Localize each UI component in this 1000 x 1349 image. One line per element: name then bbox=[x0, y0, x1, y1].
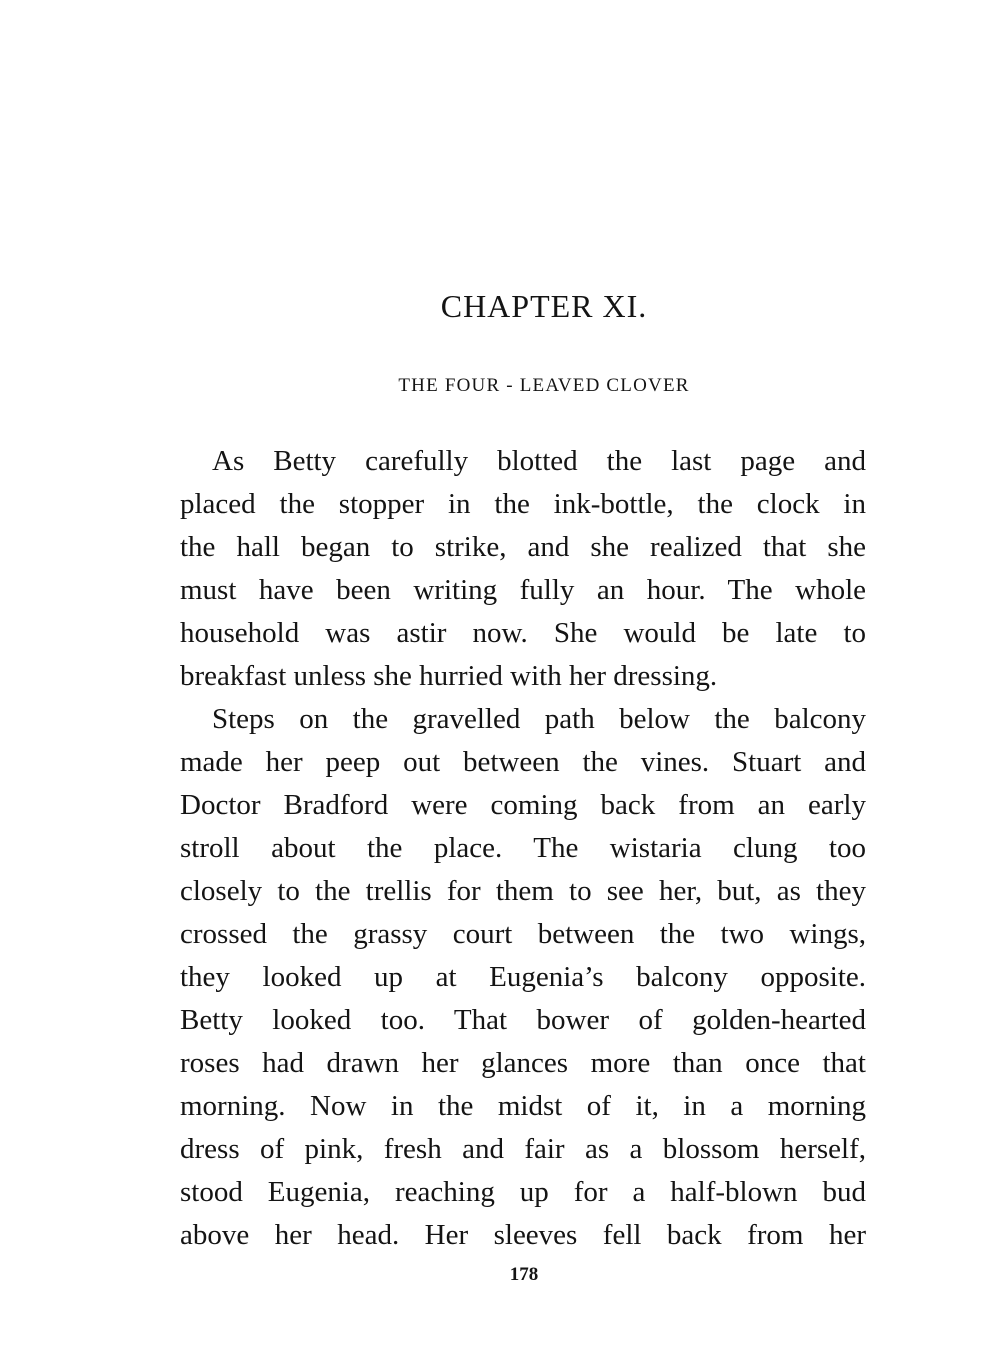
text-line: crossed the grassy court between the two wings, bbox=[180, 918, 866, 950]
text-line: placed the stopper in the ink-bottle, the clock in bbox=[180, 488, 866, 520]
page-number: 178 bbox=[509, 1264, 539, 1285]
chapter-subtitle: THE FOUR - LEAVED CLOVER bbox=[398, 375, 690, 396]
text-line: Betty looked too. That bower of golden-hearted bbox=[180, 1004, 866, 1036]
body-text bbox=[180, 440, 866, 1257]
text-line: must have been writing fully an hour. The whole bbox=[180, 574, 866, 606]
text-line: they looked up at Eugenia’s balcony opposite. bbox=[180, 961, 866, 993]
text-line: dress of pink, fresh and fair as a blossom herself, bbox=[180, 1133, 866, 1165]
text-line: morning. Now in the midst of it, in a morning bbox=[180, 1090, 866, 1122]
text-line: household was astir now. She would be late to bbox=[180, 617, 866, 649]
text-line: made her peep out between the vines. Stuart and bbox=[180, 746, 866, 778]
text-line: As Betty carefully blotted the last page and bbox=[212, 445, 866, 477]
text-line: the hall began to strike, and she realized that she bbox=[180, 531, 866, 563]
text-line: roses had drawn her glances more than once that bbox=[180, 1047, 866, 1079]
text-line: stood Eugenia, reaching up for a half-blown bud bbox=[180, 1176, 866, 1208]
text-line: Doctor Bradford were coming back from an early bbox=[180, 789, 866, 821]
text-line: Steps on the gravelled path below the balcony bbox=[212, 703, 866, 735]
text-line: above her head. Her sleeves fell back from her bbox=[180, 1219, 866, 1251]
text-line: closely to the trellis for them to see her, but, as they bbox=[180, 875, 866, 907]
text-line: stroll about the place. The wistaria clung too bbox=[180, 832, 866, 864]
text-line: breakfast unless she hurried with her dressing. bbox=[180, 660, 718, 692]
chapter-title: CHAPTER XI. bbox=[440, 288, 648, 324]
